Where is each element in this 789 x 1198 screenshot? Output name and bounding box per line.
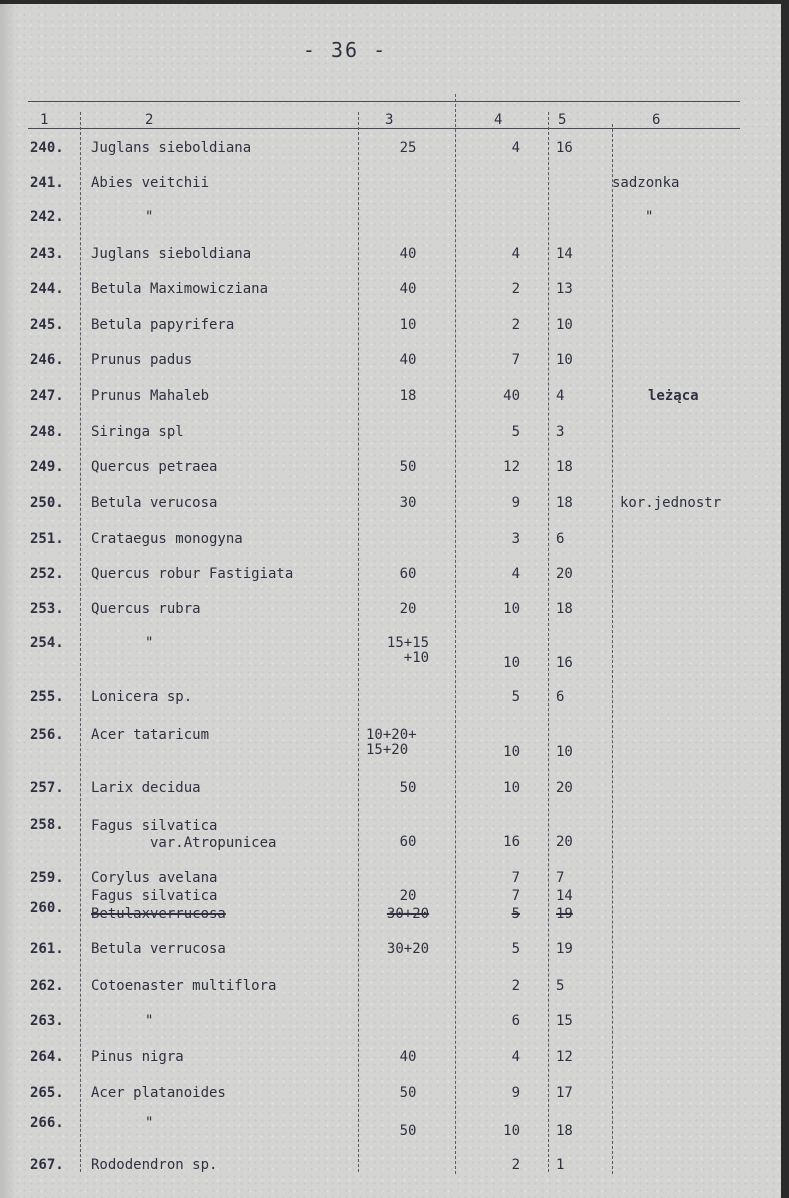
column-5-value: 1 — [556, 1157, 565, 1173]
column-5-value: 15 — [556, 1013, 573, 1029]
entry-number: 249. — [30, 459, 64, 475]
table-row — [0, 281, 781, 297]
table-row — [0, 388, 781, 404]
header-bottom-rule — [28, 128, 740, 129]
species-name: Larix decidua — [91, 780, 201, 796]
document-page — [0, 4, 781, 1198]
column-4-value: 5 — [511, 941, 520, 957]
struck-column-3-value: 30+20 — [386, 906, 430, 922]
table-row — [0, 689, 781, 705]
species-name: Acer tataricum — [91, 727, 210, 743]
entry-number: 258. — [30, 817, 64, 833]
column-4-value: 10 — [503, 601, 520, 617]
column-5-value: 18 — [556, 459, 573, 475]
column-5-value: 3 — [556, 424, 565, 440]
species-name: Betula verrucosa — [91, 941, 226, 957]
column-header-5: 5 — [558, 112, 567, 128]
entry-number: 241. — [30, 175, 64, 191]
column-4-value: 4 — [511, 246, 520, 262]
column-4-value: 2 — [511, 317, 520, 333]
table-row — [0, 1157, 781, 1173]
column-3-value: 40 — [399, 246, 417, 262]
remark: leżąca — [648, 388, 699, 404]
column-4-value: 2 — [511, 1157, 520, 1173]
table-row — [0, 1115, 781, 1139]
column-4-value: 2 — [511, 281, 520, 297]
entry-number: 247. — [30, 388, 64, 404]
column-5-value: 20 — [556, 566, 573, 582]
column-3-value: 40 — [399, 1049, 417, 1065]
column-5-value: 10 — [556, 744, 573, 760]
column-header-2: 2 — [145, 112, 154, 128]
entry-number: 264. — [30, 1049, 64, 1065]
entry-number: 254. — [30, 635, 64, 651]
species-name: Pinus nigra — [91, 1049, 184, 1065]
page-shadow-edge — [0, 4, 16, 1198]
column-5-value: 16 — [556, 140, 573, 156]
column-3-value: 50 — [399, 459, 417, 475]
column-5-value: 12 — [556, 1049, 573, 1065]
column-3-value: 50 — [399, 1085, 417, 1101]
column-3-value: 60 — [399, 834, 417, 850]
species-name: Acer platanoides — [91, 1085, 226, 1101]
column-4-value: 10 — [503, 1123, 520, 1139]
entry-number: 248. — [30, 424, 64, 440]
species-name: Betula papyrifera — [91, 317, 235, 333]
column-5-value: 18 — [556, 601, 573, 617]
table-row — [0, 635, 781, 671]
remark: " — [645, 209, 654, 225]
entry-number: 266. — [30, 1115, 64, 1131]
column-5-value: 5 — [556, 978, 565, 994]
entry-number: 256. — [30, 727, 64, 743]
column-4-value: 4 — [511, 566, 520, 582]
table-row — [0, 1085, 781, 1101]
table-row — [0, 246, 781, 262]
table-row — [0, 727, 781, 760]
table-row — [0, 459, 781, 475]
entry-number: 252. — [30, 566, 64, 582]
column-4-value: 4 — [511, 1049, 520, 1065]
column-4-value: 9 — [511, 1085, 520, 1101]
entry-number: 242. — [30, 209, 64, 225]
species-name: Quercus rubra — [91, 601, 201, 617]
column-4-value: 7 — [511, 888, 520, 904]
species-name: " — [145, 1115, 154, 1131]
entry-number: 250. — [30, 495, 64, 511]
column-4-value: 5 — [511, 424, 520, 440]
entry-number: 245. — [30, 317, 64, 333]
species-name: Betula Maximowicziana — [91, 281, 269, 297]
column-3-value: 30+20 — [386, 941, 430, 957]
page-number: - 36 - — [302, 38, 388, 62]
column-5-value: 18 — [556, 1123, 573, 1139]
column-5-value: 13 — [556, 281, 573, 297]
column-4-value: 10 — [503, 744, 520, 760]
struck-column-5-value: 19 — [556, 906, 573, 922]
column-3-value: 10+20+ 15+20 — [366, 727, 417, 758]
table-row — [0, 601, 781, 617]
species-name: Cotoenaster multiflora — [91, 978, 277, 994]
table-row — [0, 941, 781, 957]
column-5-value: 18 — [556, 495, 573, 511]
table-row — [0, 317, 781, 333]
table-row — [0, 352, 781, 368]
species-name: Abies veitchii — [91, 175, 210, 191]
species-name: Crataegus monogyna — [91, 531, 243, 547]
column-4-value: 5 — [511, 689, 520, 705]
struck-column-4-value: 5 — [511, 906, 520, 922]
table-row — [0, 209, 781, 225]
table-row — [0, 817, 781, 851]
table-row — [0, 1013, 781, 1029]
entry-number: 244. — [30, 281, 64, 297]
entry-number: 260. — [30, 900, 64, 916]
struck-species-name: Betulaxverrucosa — [91, 906, 226, 922]
column-3-value: 15+15 +10 — [386, 635, 430, 666]
entry-number: 251. — [30, 531, 64, 547]
column-header-4: 4 — [494, 112, 503, 128]
column-4-value: 40 — [503, 388, 520, 404]
column-3-value: 60 — [399, 566, 417, 582]
table-row — [0, 978, 781, 994]
species-name: Juglans sieboldiana — [91, 140, 252, 156]
entry-number: 240. — [30, 140, 64, 156]
entry-number: 263. — [30, 1013, 64, 1029]
species-name: " — [145, 1013, 154, 1029]
species-name: " — [145, 209, 154, 225]
column-3-value: 25 — [399, 140, 417, 156]
column-4-value: 12 — [503, 459, 520, 475]
column-3-value: 10 — [399, 317, 417, 333]
species-name: Quercus robur Fastigiata — [91, 566, 294, 582]
species-name: Prunus padus — [91, 352, 193, 368]
table-row — [0, 531, 781, 547]
column-5-value: 10 — [556, 317, 573, 333]
species-name: Quercus petraea — [91, 459, 218, 475]
species-name: Betula verucosa — [91, 495, 218, 511]
entry-number: 262. — [30, 978, 64, 994]
column-4-value: 10 — [503, 780, 520, 796]
column-5-value: 14 — [556, 246, 573, 262]
table-row — [0, 780, 781, 796]
column-4-value: 7 — [511, 352, 520, 368]
table-row — [0, 1049, 781, 1065]
species-name: Rododendron sp. — [91, 1157, 218, 1173]
species-name: " — [145, 635, 154, 651]
entry-number: 265. — [30, 1085, 64, 1101]
column-divider-1 — [80, 112, 81, 1172]
table-row — [0, 175, 781, 191]
column-3-value: 18 — [399, 388, 417, 404]
column-4-value: 7 — [511, 870, 520, 886]
table-row — [0, 424, 781, 440]
entry-number: 255. — [30, 689, 64, 705]
column-5-value: 7 — [556, 870, 565, 886]
column-divider-2 — [358, 112, 359, 1172]
column-3-value: 50 — [399, 1123, 417, 1139]
column-5-value: 6 — [556, 531, 565, 547]
species-name: Siringa spl — [91, 424, 184, 440]
species-name: Corylus avelana — [91, 870, 218, 886]
entry-number: 267. — [30, 1157, 64, 1173]
column-5-value: 17 — [556, 1085, 573, 1101]
column-5-value: 14 — [556, 888, 573, 904]
column-divider-4 — [548, 112, 549, 1172]
entry-number: 257. — [30, 780, 64, 796]
column-3-value: 50 — [399, 780, 417, 796]
species-name: Juglans sieboldiana — [91, 246, 252, 262]
header-top-rule — [28, 101, 740, 102]
column-5-value: 16 — [556, 655, 573, 671]
column-header-1: 1 — [40, 112, 49, 128]
entry-number: 243. — [30, 246, 64, 262]
entry-number: 259. — [30, 870, 64, 886]
remark: sadzonka — [612, 175, 680, 191]
remark: kor.jednostr — [620, 495, 722, 511]
column-4-value: 6 — [511, 1013, 520, 1029]
column-header-3: 3 — [385, 112, 394, 128]
column-4-value: 16 — [503, 834, 520, 850]
column-5-value: 20 — [556, 834, 573, 850]
column-4-value: 10 — [503, 655, 520, 671]
entry-number: 261. — [30, 941, 64, 957]
column-3-value: 40 — [399, 281, 417, 297]
column-5-value: 4 — [556, 388, 565, 404]
table-row — [0, 495, 781, 511]
column-3-value: 40 — [399, 352, 417, 368]
table-row — [0, 870, 781, 886]
entry-number: 253. — [30, 601, 64, 617]
column-4-value: 2 — [511, 978, 520, 994]
column-header-6: 6 — [652, 112, 661, 128]
column-3-value: 20 — [399, 601, 417, 617]
column-4-value: 4 — [511, 140, 520, 156]
species-name: Prunus Mahaleb — [91, 388, 210, 404]
table-row — [0, 140, 781, 156]
column-5-value: 6 — [556, 689, 565, 705]
column-3-value: 20 — [399, 888, 417, 904]
column-4-value: 3 — [511, 531, 520, 547]
entry-number: 246. — [30, 352, 64, 368]
species-name: Lonicera sp. — [91, 689, 193, 705]
column-3-value: 30 — [399, 495, 417, 511]
species-name: Fagus silvatica — [91, 888, 218, 904]
species-name: Fagus silvatica var.Atropunicea — [91, 818, 277, 851]
table-row — [0, 566, 781, 582]
column-5-value: 20 — [556, 780, 573, 796]
column-5-value: 10 — [556, 352, 573, 368]
column-4-value: 9 — [511, 495, 520, 511]
column-divider-3 — [455, 94, 456, 1174]
column-5-value: 19 — [556, 941, 573, 957]
